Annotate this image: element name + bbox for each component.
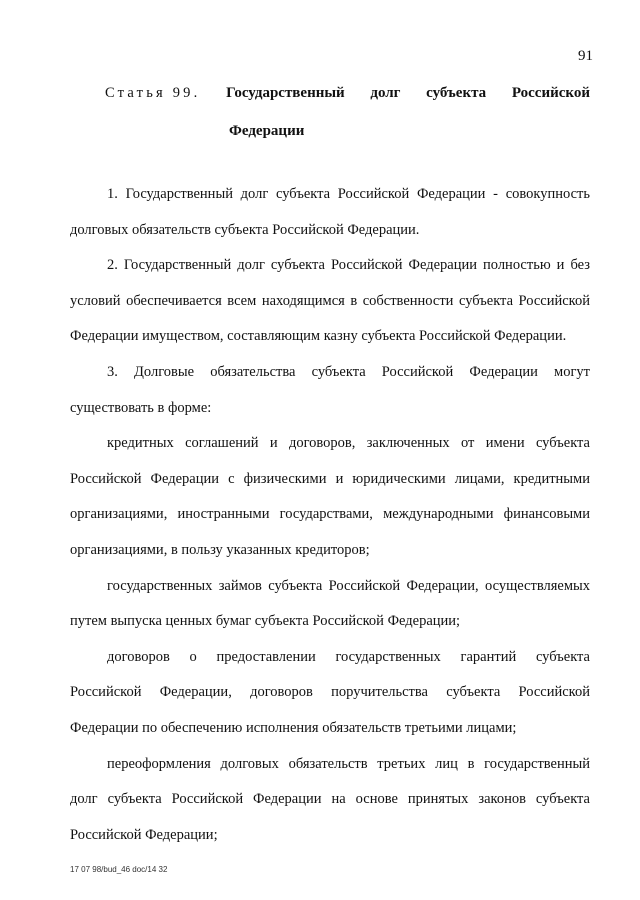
paragraph-line: Федерации имуществом, составляющим казну субъекта Российской Федерации.: [70, 328, 567, 345]
paragraph-line: Российской Федерации;: [70, 826, 218, 843]
paragraph-line: долг субъекта Российской Федерации на основе принятых законов субъекта: [70, 791, 590, 808]
article-heading-line-2: Федерации: [229, 123, 305, 139]
paragraph-line: кредитных соглашений и договоров, заключенных от имени субъекта: [107, 435, 590, 452]
article-title-word: Государственный: [226, 85, 345, 101]
paragraph-line: 1. Государственный долг субъекта Российской Федерации - совокупность: [107, 186, 590, 202]
article-label: Статья 99.: [105, 85, 201, 101]
document-footer: 17 07 98/bud_46 doc/14 32: [70, 865, 168, 874]
paragraph-line: организациями, в пользу указанных кредиторов;: [70, 541, 370, 558]
paragraph-line: переоформления долговых обязательств третьих лиц в государственный: [107, 755, 590, 772]
paragraph-line: Федерации по обеспечению исполнения обязательств третьими лицами;: [70, 719, 517, 736]
paragraph-line: организациями, иностранными государствами, международными финансовыми: [70, 506, 590, 523]
paragraph-line: 2. Государственный долг субъекта Российской Федерации полностью и без: [107, 257, 590, 274]
paragraph-6: [70, 640, 590, 747]
paragraph-line: 3. Долговые обязательства субъекта Российской Федерации могут: [107, 363, 590, 380]
article-heading: [105, 74, 590, 150]
paragraph-line: существовать в форме:: [70, 399, 212, 416]
paragraph-line: договоров о предоставлении государственных гарантий субъекта: [107, 648, 590, 665]
paragraph-5: [70, 569, 590, 640]
paragraph-3: [70, 355, 590, 426]
article-title-word: субъекта: [426, 85, 487, 101]
article-heading-line-1: [105, 74, 590, 112]
article-title-word: долг: [370, 85, 401, 101]
paragraph-line: Российской Федерации, договоров поручительства субъекта Российской: [70, 684, 590, 701]
paragraph-line: Российской Федерации с физическими и юридическими лицами, кредитными: [70, 470, 590, 487]
page-number: 91: [578, 48, 593, 64]
paragraph-4: [70, 426, 590, 568]
paragraph-7: [70, 747, 590, 854]
paragraph-1: [70, 177, 590, 248]
paragraph-line: условий обеспечивается всем находящимся в собственности субъекта Российской: [70, 292, 590, 309]
paragraph-line: долговых обязательств субъекта Российской Федерации.: [70, 221, 420, 238]
paragraph-line: путем выпуска ценных бумаг субъекта Российской Федерации;: [70, 613, 461, 630]
paragraph-2: [70, 248, 590, 355]
article-title-word: Российской: [511, 85, 590, 101]
article-body: [70, 177, 590, 853]
paragraph-line: государственных займов субъекта Российской Федерации, осуществляемых: [107, 577, 590, 594]
